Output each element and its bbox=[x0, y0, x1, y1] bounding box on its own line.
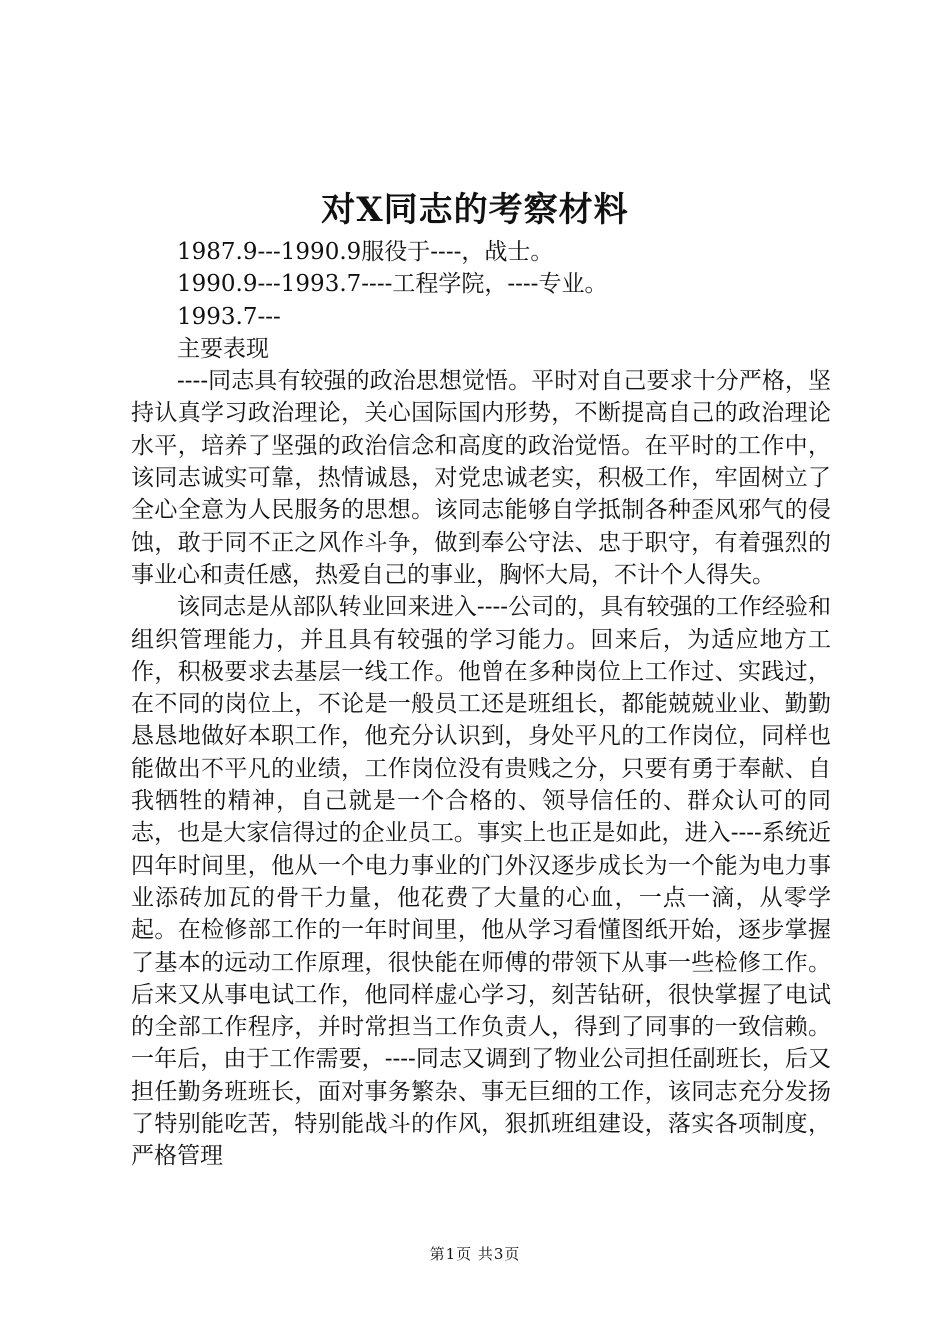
body-paragraph-political: ----同志具有较强的政治思想觉悟。平时对自己要求十分严格，坚持认真学习政治理论，关心国际国内形势，不断提高自己的政治理论水平，培养了坚强的政治信念和高度的政治觉悟。在平时的工作中，该同志诚实可靠，热情诚恳，对党忠诚老实，积极工作，牢固树立了全心全意为人民服务的思想。该同志能够自学抵制各种歪风邪气的侵蚀，敢于同不正之风作斗争，做到奉公守法、忠于职守，有着强烈的事业心和责任感，热爱自己的事业，胸怀大局，不计个人得失。 bbox=[131, 368, 831, 588]
resume-line-2: 1990.9---1993.7----工程学院，----专业。 bbox=[177, 271, 608, 298]
resume-line-3: 1993.7--- bbox=[177, 303, 281, 330]
page-footer: 第1页 共3页 bbox=[429, 1245, 521, 1263]
document-body bbox=[131, 236, 831, 1173]
document-title: 对X同志的考察材料 bbox=[321, 190, 629, 230]
body-paragraph-work: 该同志是从部队转业回来进入----公司的，具有较强的工作经验和组织管理能力，并且具有较强的学习能力。回来后，为适应地方工作，积极要求去基层一线工作。他曾在多种岗位上工作过、实践过，在不同的岗位上，不论是一般员工还是班组长，都能兢兢业业、勤勤恳恳地做好本职工作，他充分认识到，身处平凡的工作岗位，同样也能做出不平凡的业绩，工作岗位没有贵贱之分，只要有勇于奉献、自我牺牲的精神，自己就是一个合格的、领导信任的、群众认可的同志，也是大家信得过的企业员工。事实上也正是如此，进入----系统近四年时间里，他从一个电力事业的门外汉逐步成长为一个能为电力事业添砖加瓦的骨干力量，他花费了大量的心血，一点一滴，从零学起。在检修部工作的一年时间里，他从学习看懂图纸开始，逐步掌握了基本的远动工作原理，很快能在师傅的带领下从事一些检修工作。后来又从事电试工作，他同样虚心学习，刻苦钻研，很快掌握了电试的全部工作程序，并时常担当工作负责人，得到了同事的一致信赖。一年后，由于工作需要，----同志又调到了物业公司担任副班长，后又担任勤务班班长，面对事务繁杂、事无巨细的工作，该同志充分发扬了特别能吃苦，特别能战斗的作风，狠抓班组建设，落实各项制度，严格管理 bbox=[131, 594, 831, 1170]
resume-line-1: 1987.9---1990.9服役于----，战士。 bbox=[177, 239, 554, 265]
section-heading: 主要表现 bbox=[177, 335, 269, 362]
